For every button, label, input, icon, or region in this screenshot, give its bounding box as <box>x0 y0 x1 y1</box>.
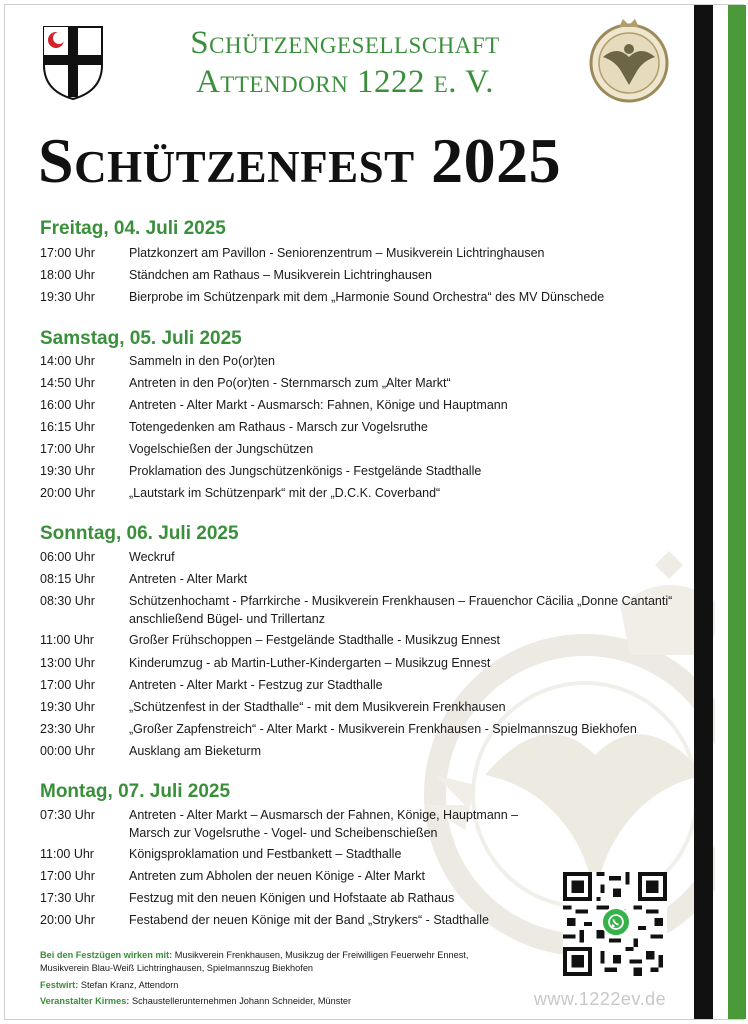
association-emblem-icon <box>587 15 671 105</box>
event-text: Platzkonzert am Pavillon - Seniorenzentrum – Musikverein Lichtringhausen <box>129 246 545 260</box>
event-text: Festabend der neuen Könige mit der Band „Strykers“ - Stadthalle <box>129 913 489 927</box>
day-heading-friday: Freitag, 04. Juli 2025 <box>40 218 226 239</box>
event-text: Schützenhochamt - Pfarrkirche - Musikverein Frenkhausen – Frauenchor Cäcilia „Donne Cantanti“ <box>129 594 673 608</box>
event-text: Festzug mit den neuen Königen und Hofstaate ab Rathaus <box>129 891 455 905</box>
event-time: 08:30 Uhr <box>40 594 95 608</box>
event-text: Antreten in den Po(or)ten - Sternmarsch zum „Alter Markt“ <box>129 376 451 390</box>
footer-bands-text: Musikverein Frenkhausen, Musikzug der Freiwilligen Feuerwehr Ennest, <box>174 950 469 960</box>
event-text: Bierprobe im Schützenpark mit dem „Harmonie Sound Orchestra“ des MV Dünschede <box>129 290 605 304</box>
event-time: 17:00 Uhr <box>40 678 95 692</box>
event-text-continued: anschließend Bügel- und Trillertanz <box>129 612 325 626</box>
attendorn-crest-icon <box>42 25 104 101</box>
event-time: 08:15 Uhr <box>40 572 95 586</box>
day-heading-sunday: Sonntag, 06. Juli 2025 <box>40 523 239 544</box>
event-time: 23:30 Uhr <box>40 722 95 736</box>
footer-bands-label: Bei den Festzügen wirken mit: <box>40 950 173 960</box>
footer-fair <box>40 995 351 1008</box>
event-time: 20:00 Uhr <box>40 913 95 927</box>
event-text: Antreten - Alter Markt – Ausmarsch der Fahnen, Könige, Hauptmann – <box>129 808 519 822</box>
event-time: 17:00 Uhr <box>40 442 95 456</box>
website-link[interactable]: www.1222ev.de <box>533 989 667 1009</box>
event-time: 17:30 Uhr <box>40 891 95 905</box>
event-time: 06:00 Uhr <box>40 550 95 564</box>
event-text: „Lautstark im Schützenpark“ mit der „D.C.K. Coverband“ <box>129 486 441 500</box>
org-name-line-1: Schützengesellschaft <box>190 25 500 61</box>
event-text: Weckruf <box>129 550 175 564</box>
footer-host <box>40 979 178 992</box>
event-text: Kinderumzug - ab Martin-Luther-Kindergarten – Musikzug Ennest <box>129 656 491 670</box>
footer-fair-label: Veranstalter Kirmes: <box>40 996 130 1006</box>
event-time: 18:00 Uhr <box>40 268 95 282</box>
footer-host-text: Stefan Kranz, Attendorn <box>80 980 179 990</box>
event-time: 16:00 Uhr <box>40 398 95 412</box>
event-text: Antreten zum Abholen der neuen Könige - Alter Markt <box>129 869 426 883</box>
event-text: „Schützenfest in der Stadthalle“ - mit dem Musikverein Frenkhausen <box>129 700 506 714</box>
event-text: Proklamation des Jungschützenkönigs - Festgelände Stadthalle <box>129 464 482 478</box>
footer-bands <box>40 949 468 962</box>
event-text-continued: Marsch zur Vogelsruthe - Vogel- und Scheibenschießen <box>129 826 438 840</box>
event-time: 14:50 Uhr <box>40 376 95 390</box>
event-time: 11:00 Uhr <box>40 847 94 861</box>
page-title: Schützenfest 2025 <box>38 125 562 196</box>
event-text: Sammeln in den Po(or)ten <box>129 354 275 368</box>
org-name-line-2: Attendorn 1222 e. V. <box>195 64 495 100</box>
black-side-stripe <box>694 5 713 1019</box>
event-time: 17:00 Uhr <box>40 246 95 260</box>
footer-host-label: Festwirt: <box>40 980 79 990</box>
event-time: 14:00 Uhr <box>40 354 95 368</box>
footer-fair-text: Schaustellerunternehmen Johann Schneider, Münster <box>131 996 352 1006</box>
event-time: 07:30 Uhr <box>40 808 95 822</box>
event-text: Totengedenken am Rathaus - Marsch zur Vogelsruthe <box>129 420 428 434</box>
event-text: Antreten - Alter Markt - Ausmarsch: Fahnen, Könige und Hauptmann <box>129 398 508 412</box>
event-text: Antreten - Alter Markt <box>129 572 248 586</box>
event-time: 13:00 Uhr <box>40 656 95 670</box>
event-time: 16:15 Uhr <box>40 420 95 434</box>
event-time: 20:00 Uhr <box>40 486 95 500</box>
day-heading-saturday: Samstag, 05. Juli 2025 <box>40 328 242 349</box>
whatsapp-icon <box>601 907 631 937</box>
day-heading-monday: Montag, 07. Juli 2025 <box>40 781 231 802</box>
event-text: Antreten - Alter Markt - Festzug zur Stadthalle <box>129 678 383 692</box>
event-time: 00:00 Uhr <box>40 744 95 758</box>
event-time: 17:00 Uhr <box>40 869 95 883</box>
event-text: Vogelschießen der Jungschützen <box>129 442 314 456</box>
green-side-stripe <box>728 5 746 1019</box>
event-time: 19:30 Uhr <box>40 700 95 714</box>
event-text: Ausklang am Bieketurm <box>129 744 262 758</box>
footer-bands-continued: Musikverein Blau-Weiß Lichtringhausen, Spielmannszug Biekhofen <box>40 963 314 973</box>
event-text: „Großer Zapfenstreich“ - Alter Markt - Musikverein Frenkhausen - Spielmannszug Biekhofen <box>129 722 637 736</box>
event-time: 19:30 Uhr <box>40 464 95 478</box>
event-time: 19:30 Uhr <box>40 290 95 304</box>
event-text: Königsproklamation und Festbankett – Stadthalle <box>129 847 402 861</box>
event-time: 11:00 Uhr <box>40 633 94 647</box>
event-text: Ständchen am Rathaus – Musikverein Lichtringhausen <box>129 268 432 282</box>
event-text: Großer Frühschoppen – Festgelände Stadthalle - Musikzug Ennest <box>129 633 501 647</box>
